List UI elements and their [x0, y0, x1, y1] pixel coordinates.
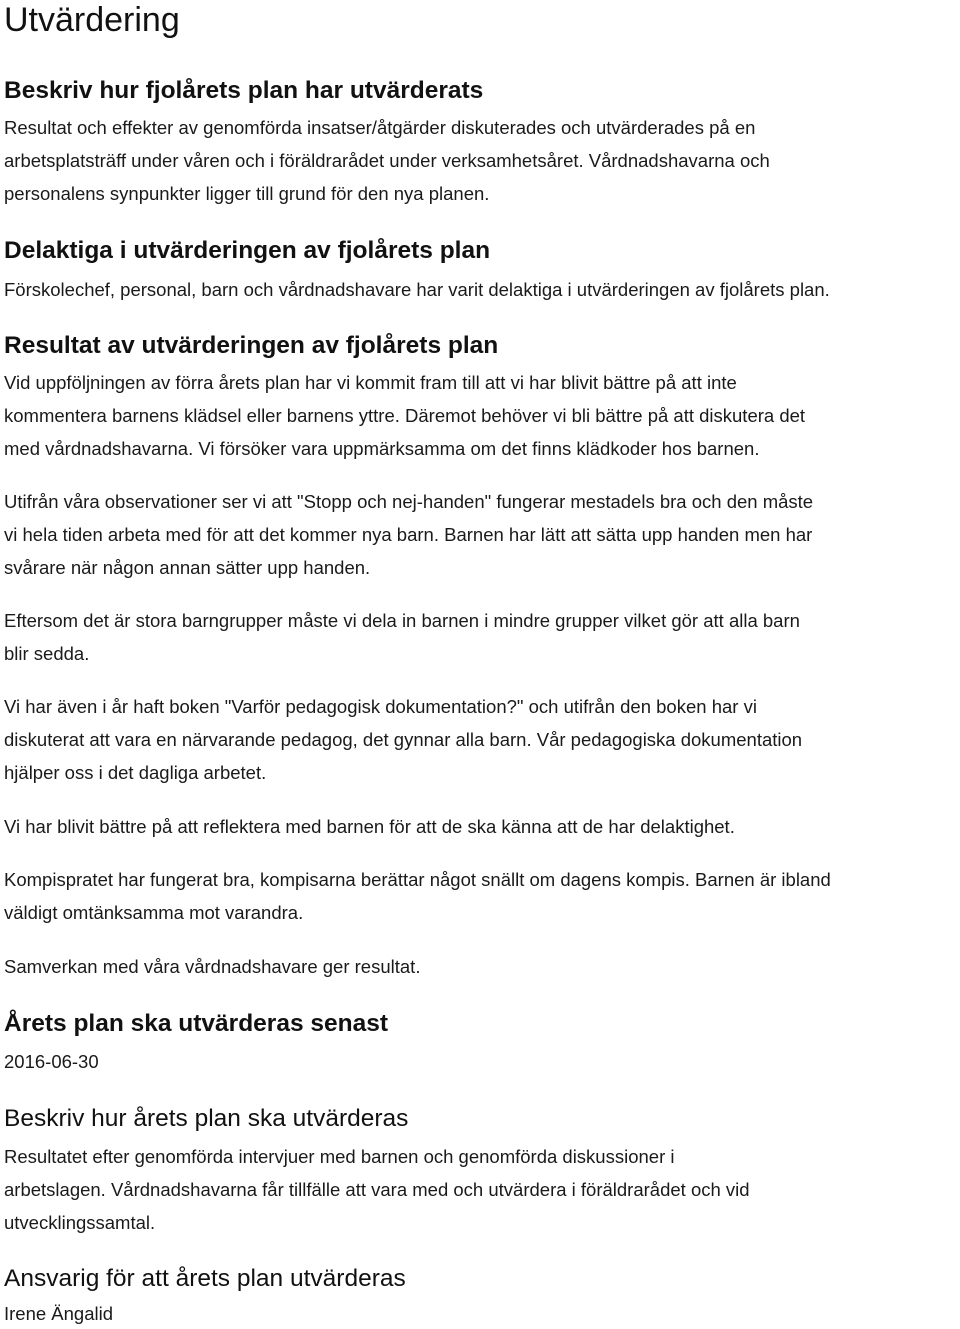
text-line: Kompispratet har fungerat bra, kompisarna berättar något snällt om dagens kompis. Barnen är ibland	[4, 869, 831, 890]
text-line: Utifrån våra observationer ser vi att "Stopp och nej-handen" fungerar mestadels bra och den måste	[4, 491, 814, 512]
section-heading-participants: Delaktiga i utvärderingen av fjolårets plan	[4, 237, 491, 264]
section-body-evaluation-plan	[4, 1140, 750, 1239]
text-line: hjälper oss i det dagliga arbetet.	[4, 762, 267, 783]
text-line: Vi har även i år haft boken "Varför pedagogisk dokumentation?" och utifrån den boken har vi	[4, 696, 757, 717]
text-line: diskuterat att vara en närvarande pedagog, det gynnar alla barn. Vår pedagogiska dokumentation	[4, 729, 803, 750]
text-line: arbetslagen. Vårdnadshavarna får tillfälle att vara med och utvärdera i föräldrarådet och vid	[4, 1179, 750, 1200]
text-line: Förskolechef, personal, barn och vårdnadshavare har varit delaktiga i utvärderingen av fjolårets plan.	[4, 279, 830, 300]
text-line: väldigt omtänksamma mot varandra.	[4, 902, 304, 923]
text-line: arbetsplatsträff under våren och i föräldrarådet under verksamhetsåret. Vårdnadshavarna och	[4, 150, 770, 171]
section-heading-results: Resultat av utvärderingen av fjolårets plan	[4, 332, 499, 359]
text-line: Eftersom det är stora barngrupper måste vi dela in barnen i mindre grupper vilket gör att alla barn	[4, 610, 800, 631]
results-paragraph	[4, 690, 802, 789]
results-paragraph	[4, 604, 800, 670]
section-body-deadline	[4, 1045, 99, 1078]
results-paragraph	[4, 366, 805, 465]
text-line: svårare när någon annan sätter upp handen.	[4, 557, 371, 578]
text-line: blir sedda.	[4, 643, 90, 664]
section-body-participants	[4, 273, 830, 306]
responsible-person: Irene Ängalid	[4, 1303, 114, 1324]
text-line: Resultatet efter genomförda intervjuer med barnen och genomförda diskussioner i	[4, 1146, 675, 1167]
section-heading-deadline: Årets plan ska utvärderas senast	[4, 1010, 389, 1037]
results-paragraph	[4, 810, 735, 843]
text-line: Vid uppföljningen av förra årets plan har vi kommit fram till att vi har blivit bättre på att inte	[4, 372, 737, 393]
text-line: Resultat och effekter av genomförda insatser/åtgärder diskuterades och utvärderades på en	[4, 117, 756, 138]
section-heading-responsible: Ansvarig för att årets plan utvärderas	[4, 1265, 406, 1292]
text-line: Samverkan med våra vårdnadshavare ger resultat.	[4, 956, 421, 977]
results-paragraph	[4, 863, 831, 929]
section-heading-evaluation-plan: Beskriv hur årets plan ska utvärderas	[4, 1105, 409, 1132]
section-body-responsible	[4, 1299, 113, 1329]
text-line: med vårdnadshavarna. Vi försöker vara uppmärksamma om det finns klädkoder hos barnen.	[4, 438, 760, 459]
text-line: personalens synpunkter ligger till grund för den nya planen.	[4, 183, 490, 204]
page-title: Utvärdering	[4, 1, 180, 39]
section-heading-evaluation-method: Beskriv hur fjolårets plan har utvärderats	[4, 77, 484, 104]
text-line: kommentera barnens klädsel eller barnens yttre. Däremot behöver vi bli bättre på att diskutera det	[4, 405, 806, 426]
text-line: utvecklingssamtal.	[4, 1212, 156, 1233]
section-body-evaluation-method	[4, 111, 770, 210]
text-line: vi hela tiden arbeta med för att det kommer nya barn. Barnen har lätt att sätta upp handen men har	[4, 524, 813, 545]
deadline-date: 2016-06-30	[4, 1051, 99, 1072]
text-line: Vi har blivit bättre på att reflektera med barnen för att de ska känna att de har delaktighet.	[4, 816, 735, 837]
results-paragraph	[4, 950, 420, 983]
results-paragraph	[4, 485, 813, 584]
